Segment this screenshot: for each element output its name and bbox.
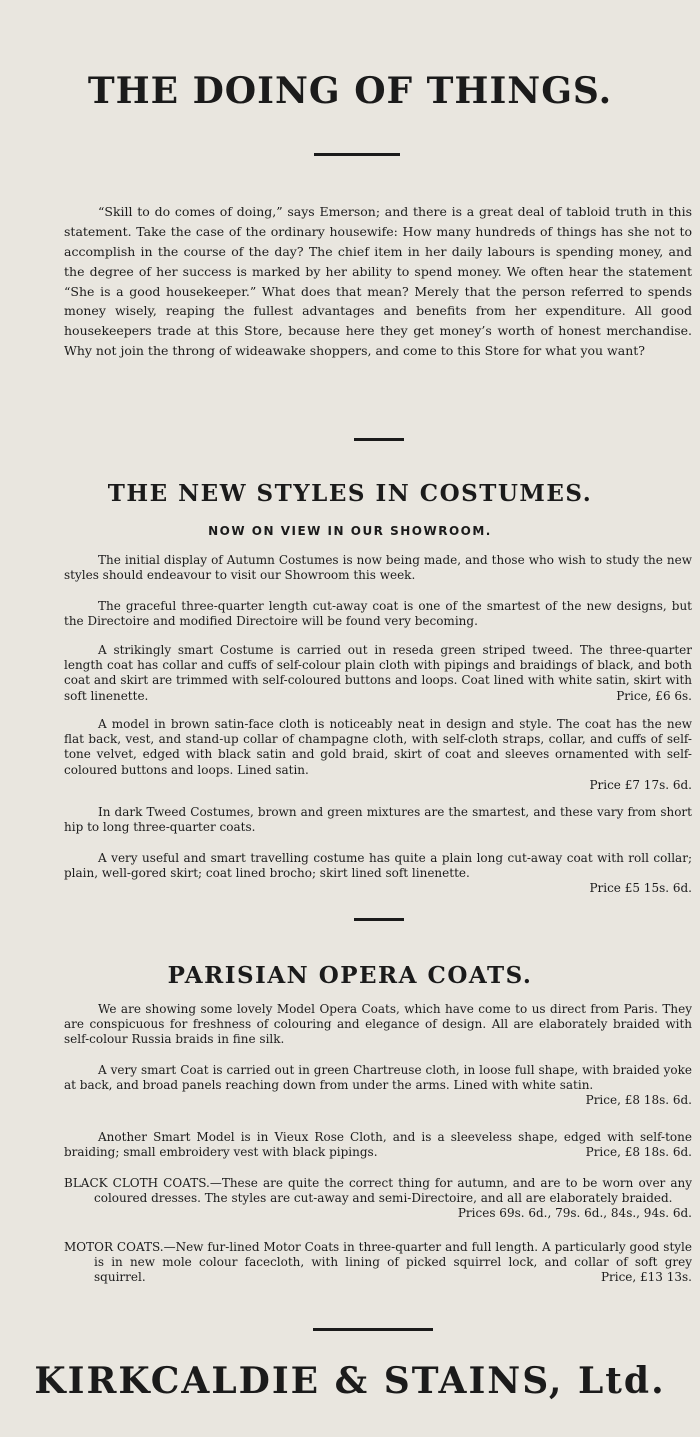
price-label: Price, £8 18s. 6d.	[585, 1145, 692, 1160]
headline-doing-of-things: THE DOING OF THINGS.	[87, 70, 613, 112]
costume-paragraph	[64, 851, 692, 897]
opera-description: Another Smart Model is in Vieux Rose Cloth, and is a sleeveless shape, edged with self-tone braiding; small embroidery vest with black pipings.	[64, 1130, 692, 1160]
costume-description: A strikingly smart Costume is carried out in reseda green striped tweed. The three-quarter length coat has collar and cuffs of self-colour plain cloth with pipings and braidings of black, and both coat and skirt are trimmed with self-coloured buttons and loops. Coat lined with white satin, skirt with soft linenette.	[64, 643, 692, 703]
price-label: Price £7 17s. 6d.	[589, 777, 692, 792]
opera-paragraph	[64, 1130, 692, 1160]
price-label: Price £5 15s. 6d.	[589, 881, 692, 896]
costume-paragraph: The initial display of Autumn Costumes is now being made, and those who wish to study the new styles should endeavour to visit our Showroom this week.	[64, 553, 692, 583]
headline-new-styles-costumes: THE NEW STYLES IN COSTUMES.	[107, 480, 593, 507]
costume-description: A very useful and smart travelling costume has quite a plain long cut-away coat with roll collar; plain, well-gored skirt; coat lined brocho; skirt lined soft linenette.	[64, 851, 692, 881]
costume-paragraph: In dark Tweed Costumes, brown and green mixtures are the smartest, and these vary from short hip to long three-quarter coats.	[64, 805, 692, 835]
opera-paragraph-black-cloth	[64, 1176, 692, 1222]
divider-rule	[313, 1328, 433, 1331]
opera-description: BLACK CLOTH COATS.—These are quite the correct thing for autumn, and are to be worn over any coloured dresses. The styles are cut-away and semi-Directoire, and all are elaborately braided.	[64, 1176, 692, 1206]
costume-paragraph	[64, 643, 692, 704]
opera-description: MOTOR COATS.—New fur-lined Motor Coats in three-quarter and full length. A particularly good style is in new mole colour facecloth, with lining of picked squirrel lock, and collar of soft grey squirrel.	[64, 1240, 692, 1285]
subheading-showroom: NOW ON VIEW IN OUR SHOWROOM.	[208, 524, 492, 538]
divider-rule	[314, 153, 400, 156]
price-label: Prices 69s. 6d., 79s. 6d., 84s., 94s. 6d.	[457, 1206, 692, 1221]
store-signature: KIRKCALDIE & STAINS, Ltd.	[34, 1360, 666, 1402]
opera-paragraph-motor-coats	[64, 1240, 692, 1286]
opera-paragraph: We are showing some lovely Model Opera Coats, which have come to us direct from Paris. They are conspicuous for freshness of colouring and elegance of design. All are elaborately braided with self-colour Russia braids in fine silk.	[64, 1002, 692, 1047]
price-label: Price, £6 6s.	[616, 688, 692, 703]
divider-rule	[354, 438, 404, 441]
costume-paragraph	[64, 717, 692, 793]
headline-parisian-opera-coats: PARISIAN OPERA COATS.	[167, 962, 533, 989]
opera-description: A very smart Coat is carried out in green Chartreuse cloth, in loose full shape, with braided yoke at back, and broad panels reaching down from under the arms. Lined with white satin.	[64, 1063, 692, 1093]
costume-description: A model in brown satin-face cloth is noticeably neat in design and style. The coat has the new flat back, vest, and stand-up collar of champagne cloth, with self-cloth straps, collar, and cuffs of self-tone velvet, edged with black satin and gold braid, skirt of coat and sleeves ornamented with self-coloured buttons and loops. Lined satin.	[64, 717, 692, 777]
opera-paragraph	[64, 1063, 692, 1109]
intro-paragraph: “Skill to do comes of doing,” says Emerson; and there is a great deal of tabloid truth in this statement. Take the case of the ordinary housewife: How many hundreds of things has she not to accomplish in the course of the day? The chief item in her daily labours is spending money, and the degree of her success is marked by her ability to spend money. We often hear the statement “She is a good housekeeper.” What does that mean? Merely that the person referred to spends money wisely, reaping the fullest advantages and benefits from her expenditure. All good housekeepers trade at this Store, because here they get money’s worth of honest merchandise. Why not join the throng of wideawake shoppers, and come to this Store for what you want?	[64, 204, 692, 359]
price-label: Price, £13 13s.	[600, 1270, 692, 1285]
price-label: Price, £8 18s. 6d.	[585, 1093, 692, 1108]
costume-paragraph: The graceful three-quarter length cut-away coat is one of the smartest of the new designs, but the Directoire and modified Directoire will be found very becoming.	[64, 599, 692, 629]
divider-rule	[354, 918, 404, 921]
